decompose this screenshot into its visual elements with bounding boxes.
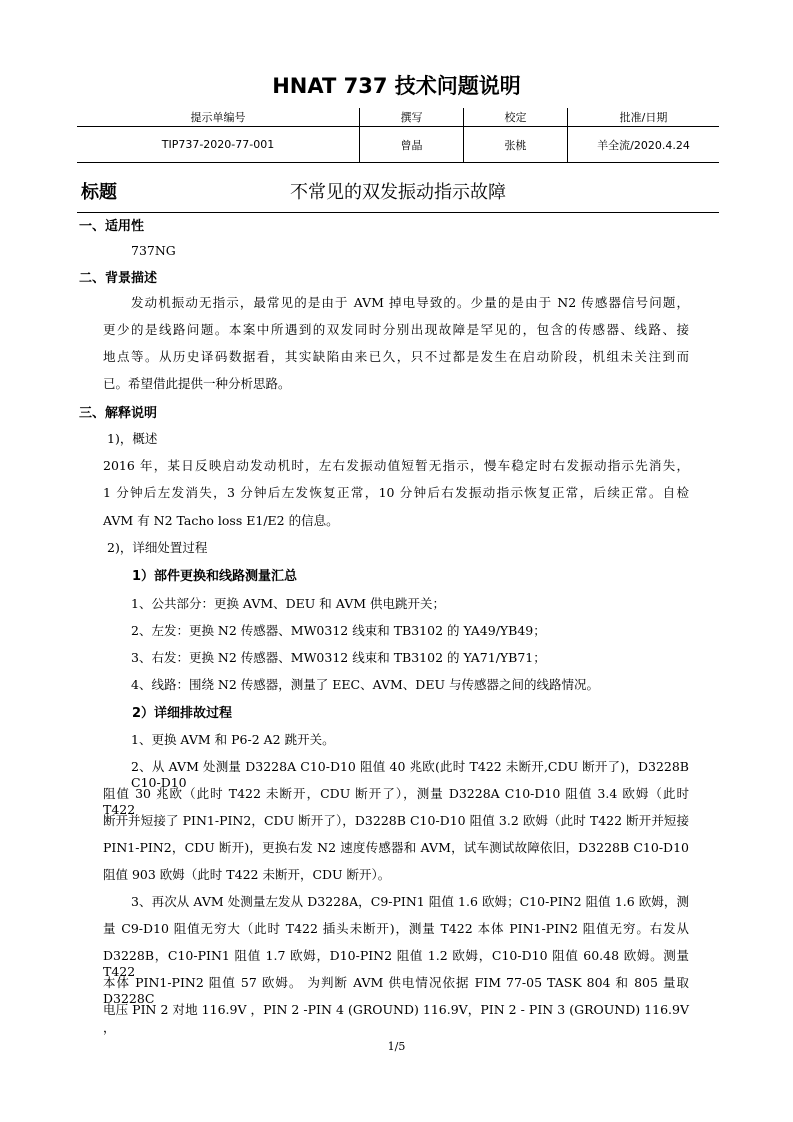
troubleshoot-step: 2、从 AVM 处测量 D3228A C10-D10 阻值 40 兆欧(此时 T422 未断开,CDU 断开了)，D3228B C10-D10	[131, 759, 689, 790]
header-reviewer: 校定	[464, 108, 568, 127]
metadata-table	[77, 108, 719, 163]
troubleshoot-step: 阻值 903 欧姆（此时 T422 未断开，CDU 断开）。	[103, 867, 391, 882]
parts-heading: 1）部件更换和线路测量汇总	[132, 569, 298, 584]
troubleshoot-step: 1、更换 AVM 和 P6-2 A2 跳开关。	[131, 732, 335, 747]
value-approval-date: 羊全流/2020.4.24	[568, 127, 720, 163]
troubleshoot-step: 量 C9-D10 阻值无穷大（此时 T422 插头未断开)，测量 T422 本体 PIN1-PIN2 阻值无穷。右发从	[103, 921, 689, 936]
background-line: 已。希望借此提供一种分析思路。	[103, 376, 291, 391]
background-line: 更少的是线路问题。本案中所遇到的双发同时分别出现故障是罕见的，包含的传感器、线路、接	[103, 322, 689, 337]
header-author: 撰写	[360, 108, 464, 127]
overview-label: 1)，概述	[107, 431, 158, 446]
detail-label: 2)，详细处置过程	[107, 540, 208, 555]
parts-item: 4、线路：围绕 N2 传感器，测量了 EEC、AVM、DEU 与传感器之间的线路情况。	[131, 677, 599, 692]
subject-label: 标题	[81, 182, 117, 203]
page-number: 1/5	[387, 1040, 406, 1053]
document-title: HNAT 737 技术问题说明	[272, 74, 521, 98]
troubleshoot-step: PIN1-PIN2，CDU 断开)，更换右发 N2 速度传感器和 AVM，试车测试故障依旧，D3228B C10-D10	[103, 840, 689, 855]
heading-explanation: 三、解释说明	[79, 406, 158, 421]
overview-line: 1 分钟后左发消失，3 分钟后左发恢复正常，10 分钟后右发振动指示恢复正常，后续正常。自检	[103, 485, 689, 500]
troubleshoot-step: 阻值 30 兆欧（此时 T422 未断开，CDU 断开了），测量 D3228A C10-D10 阻值 3.4 欧姆（此时 T422	[103, 786, 689, 817]
value-tip-number: TIP737-2020-77-001	[77, 127, 360, 163]
troubleshoot-step: D3228B，C10-PIN1 阻值 1.7 欧姆，D10-PIN2 阻值 1.2 欧姆，C10-D10 阻值 60.48 欧姆。测量 T422	[103, 948, 689, 979]
troubleshoot-heading: 2）详细排故过程	[132, 706, 233, 721]
subject-text: 不常见的双发振动指示故障	[290, 182, 506, 203]
value-author: 曾晶	[360, 127, 464, 163]
applicability-text: 737NG	[131, 243, 176, 258]
header-approval-date: 批准/日期	[568, 108, 720, 127]
header-tip-number: 提示单编号	[77, 108, 360, 127]
background-line: 地点等。从历史译码数据看，其实缺陷由来已久，只不过都是发生在启动阶段，机组未关注到而	[103, 349, 689, 364]
overview-line: 2016 年，某日反映启动发动机时，左右发振动值短暂无指示，慢车稳定时右发振动指示先消失，	[103, 458, 689, 473]
troubleshoot-step: 本体 PIN1-PIN2 阻值 57 欧姆。 为判断 AVM 供电情况依据 FIM 77-05 TASK 804 和 805 量取 D3228C	[103, 975, 689, 1006]
background-line: 发动机振动无指示，最常见的是由于 AVM 掉电导致的。少量的是由于 N2 传感器信号问题，	[131, 295, 689, 310]
troubleshoot-step: 3、再次从 AVM 处测量左发从 D3228A，C9-PIN1 阻值 1.6 欧姆；C10-PIN2 阻值 1.6 欧姆，测	[131, 894, 689, 909]
heading-applicability: 一、适用性	[79, 219, 145, 234]
value-reviewer: 张桃	[464, 127, 568, 163]
parts-item: 3、右发：更换 N2 传感器、MW0312 线束和 TB3102 的 YA71/YB71；	[131, 650, 546, 665]
metadata-value-row	[77, 127, 719, 163]
subject-row	[77, 176, 719, 213]
overview-line: AVM 有 N2 Tacho loss E1/E2 的信息。	[103, 513, 339, 528]
parts-item: 1、公共部分：更换 AVM、DEU 和 AVM 供电跳开关；	[131, 596, 445, 611]
troubleshoot-step: 断开并短接了 PIN1-PIN2，CDU 断开了），D3228B C10-D10 阻值 3.2 欧姆（此时 T422 断开并短接	[103, 813, 689, 828]
troubleshoot-step: 电压 PIN 2 对地 116.9V ，PIN 2 -PIN 4 (GROUND) 116.9V，PIN 2 - PIN 3 (GROUND) 116.9V ，	[103, 1002, 689, 1035]
metadata-header-row	[77, 108, 719, 127]
heading-background: 二、背景描述	[79, 271, 158, 286]
parts-item: 2、左发：更换 N2 传感器、MW0312 线束和 TB3102 的 YA49/YB49；	[131, 623, 546, 638]
